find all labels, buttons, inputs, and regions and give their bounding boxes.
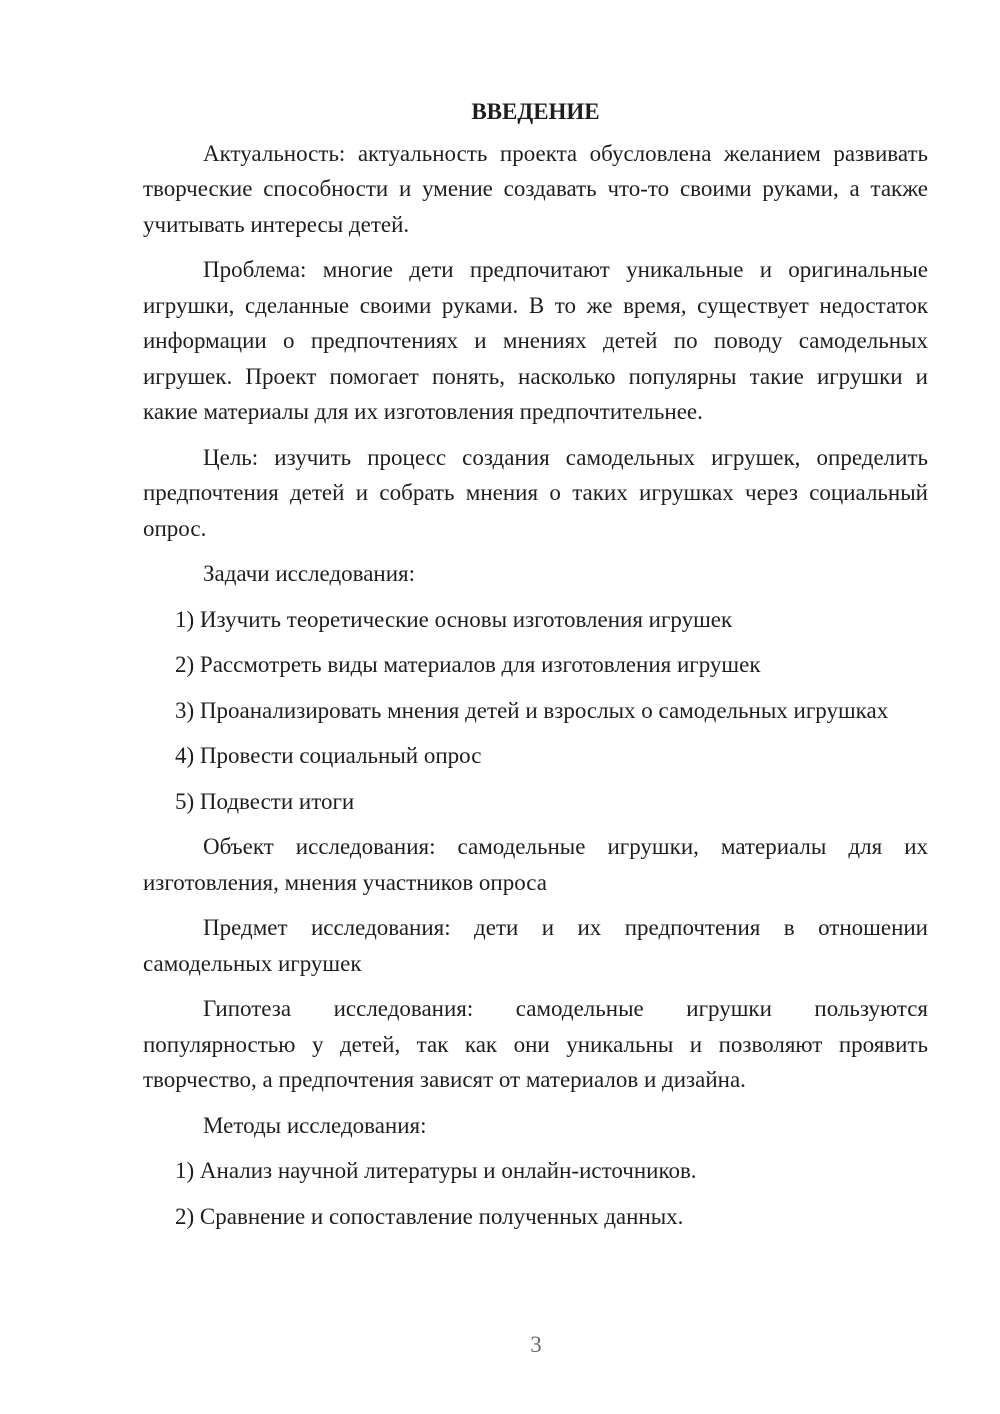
task-item-2: 2) Рассмотреть виды материалов для изготовления игрушек <box>175 652 761 677</box>
section-title: ВВЕДЕНИЕ <box>471 99 600 124</box>
relevance-paragraph: Актуальность: актуальность проекта обусловлена желанием развивать творческие способности и умение создавать что-то своими руками, а также учитывать интересы детей. <box>143 140 928 237</box>
problem-paragraph: Проблема: многие дети предпочитают уникальные и оригинальные игрушки, сделанные своими руками. В то же время, существует недостаток информации о предпочтениях и мнениях детей по поводу самодельных игрушек. Проект помогает понять, насколько популярны такие игрушки и какие материалы для их изготовления предпочтительнее. <box>143 257 928 424</box>
methods-heading: Методы исследования: <box>203 1112 427 1138</box>
task-item-5: 5) Подвести итоги <box>175 788 355 814</box>
task-item-3: 3) Проанализировать мнения детей и взрослых о самодельных игрушках <box>175 697 889 723</box>
object-paragraph: Объект исследования: самодельные игрушки, материалы для их изготовления, мнения участников опроса <box>143 834 928 895</box>
page-content <box>143 94 928 1244</box>
tasks-heading: Задачи исследования: <box>203 561 416 586</box>
page-number: 3 <box>530 1332 542 1357</box>
method-item-1: 1) Анализ научной литературы и онлайн-источников. <box>175 1158 697 1183</box>
goal-paragraph: Цель: изучить процесс создания самодельных игрушек, определить предпочтения детей и собрать мнения о таких игрушках через социальный опрос. <box>143 444 928 541</box>
method-item-2: 2) Сравнение и сопоставление полученных данных. <box>175 1203 684 1229</box>
hypothesis-paragraph: Гипотеза исследования: самодельные игрушки пользуются популярностью у детей, так как они уникальны и позволяют проявить творчество, а предпочтения зависят от материалов и дизайна. <box>143 996 928 1092</box>
subject-paragraph: Предмет исследования: дети и их предпочтения в отношении самодельных игрушек <box>143 915 928 976</box>
task-item-4: 4) Провести социальный опрос <box>175 743 482 768</box>
task-item-1: 1) Изучить теоретические основы изготовления игрушек <box>175 606 733 632</box>
